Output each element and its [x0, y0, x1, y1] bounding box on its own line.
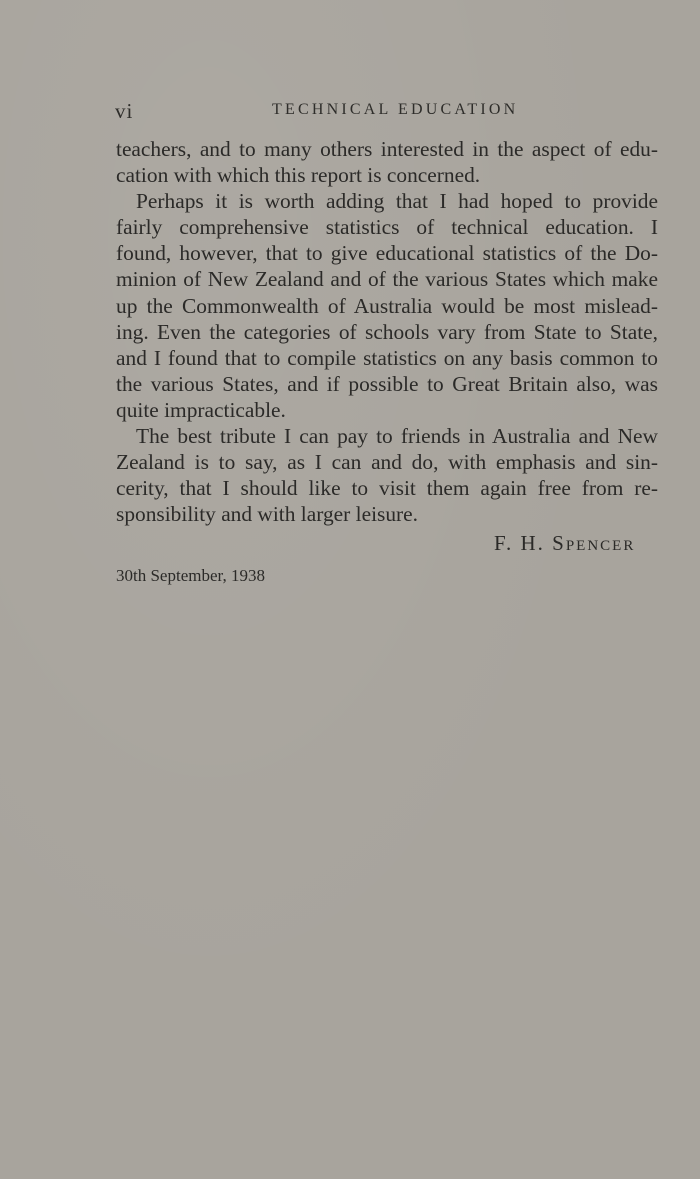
- text-line: fairly comprehensive statistics of technical education. I: [116, 215, 658, 240]
- page-number: vi: [115, 99, 134, 123]
- text-line: quite impracticable.: [116, 397, 286, 422]
- text-line: cation with which this report is concerned.: [116, 163, 481, 188]
- text-line: The best tribute I can pay to friends in Australia and New: [136, 424, 658, 449]
- text-line: teachers, and to many others interested in the aspect of edu-: [116, 137, 658, 161]
- text-line: and I found that to compile statistics on any basis common to: [116, 345, 658, 370]
- text-line: cerity, that I should like to visit them again free from re-: [116, 476, 658, 501]
- running-title: TECHNICAL EDUCATION: [272, 101, 519, 118]
- text-line: Perhaps it is worth adding that I had hoped to provide: [136, 189, 658, 214]
- text-line: ing. Even the categories of schools vary from State to State,: [116, 319, 658, 344]
- text-line: sponsibility and with larger leisure.: [116, 502, 418, 527]
- author-signature: F. H. Spencer: [494, 531, 636, 555]
- text-line: minion of New Zealand and of the various States which make: [116, 267, 658, 292]
- text-line: the various States, and if possible to Great Britain also, was: [116, 371, 658, 396]
- date-line: 30th September, 1938: [116, 566, 265, 585]
- text-line: found, however, that to give educational statistics of the Do-: [116, 241, 658, 266]
- text-line: Zealand is to say, as I can and do, with emphasis and sin-: [116, 450, 658, 475]
- body-text: [116, 136, 658, 527]
- text-line: up the Commonwealth of Australia would be most mislead-: [116, 293, 658, 318]
- page-header: [115, 99, 655, 125]
